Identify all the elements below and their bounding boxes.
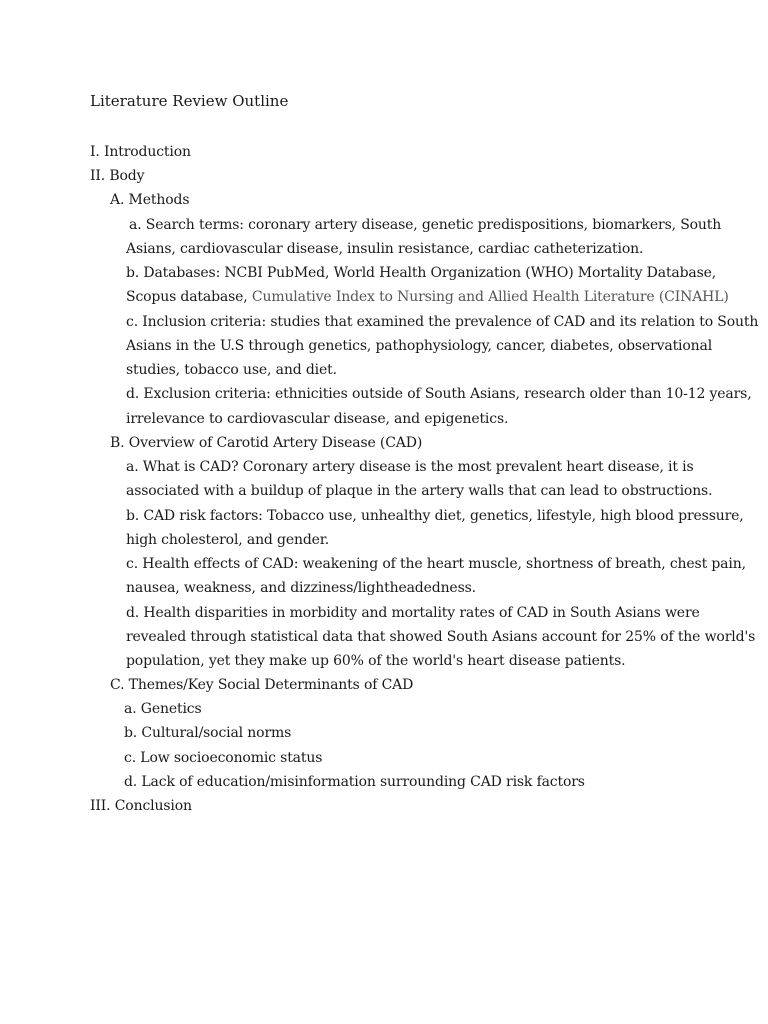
outline-conclusion: III. Conclusion [90,798,192,814]
outline-introduction: I. Introduction [90,144,191,160]
methods-search-terms-line1: a. Search terms: coronary artery disease, genetic predispositions, biomarkers, South [129,217,722,233]
overview-disparities-line2: revealed through statistical data that showed South Asians account for 25% of the world's [126,629,756,645]
methods-inclusion-line1: c. Inclusion criteria: studies that examined the prevalence of CAD and its relation to South [126,314,759,330]
overview-health-effects-line2: nausea, weakness, and dizziness/lightheadedness. [126,580,476,596]
methods-heading: A. Methods [110,192,190,208]
outline-body: II. Body [90,168,145,184]
methods-databases-line1: b. Databases: NCBI PubMed, World Health Organization (WHO) Mortality Database, [126,265,717,281]
themes-education: d. Lack of education/misinformation surrounding CAD risk factors [124,774,585,790]
methods-exclusion-line2: irrelevance to cardiovascular disease, and epigenetics. [126,411,509,427]
databases-cinahl-text: Cumulative Index to Nursing and Allied Health Literature (CINAHL) [251,289,729,305]
methods-inclusion-line3: studies, tobacco use, and diet. [126,362,337,378]
methods-search-terms-line2: Asians, cardiovascular disease, insulin resistance, cardiac catheterization. [126,241,644,257]
databases-scopus-text: Scopus database, [126,289,252,305]
themes-socioeconomic: c. Low socioeconomic status [124,750,323,766]
overview-what-is-cad-line2: associated with a buildup of plaque in the artery walls that can lead to obstructions. [126,483,713,499]
overview-disparities-line1: d. Health disparities in morbidity and mortality rates of CAD in South Asians were [126,605,700,621]
overview-what-is-cad-line1: a. What is CAD? Coronary artery disease is the most prevalent heart disease, it is [126,459,694,475]
overview-heading: B. Overview of Carotid Artery Disease (CAD) [110,435,423,451]
themes-cultural-norms: b. Cultural/social norms [124,725,292,741]
overview-risk-factors-line1: b. CAD risk factors: Tobacco use, unhealthy diet, genetics, lifestyle, high blood pressure, [126,508,744,524]
themes-heading: C. Themes/Key Social Determinants of CAD [110,677,414,693]
overview-risk-factors-line2: high cholesterol, and gender. [126,532,330,548]
methods-databases-line2 [126,286,729,308]
methods-inclusion-line2: Asians in the U.S through genetics, pathophysiology, cancer, diabetes, observational [126,338,713,354]
overview-health-effects-line1: c. Health effects of CAD: weakening of the heart muscle, shortness of breath, chest pain, [126,556,746,572]
document-title: Literature Review Outline [90,92,289,110]
overview-disparities-line3: population, yet they make up 60% of the world's heart disease patients. [126,653,626,669]
methods-exclusion-line1: d. Exclusion criteria: ethnicities outside of South Asians, research older than 10-12 years, [126,386,752,402]
themes-genetics: a. Genetics [124,701,202,717]
